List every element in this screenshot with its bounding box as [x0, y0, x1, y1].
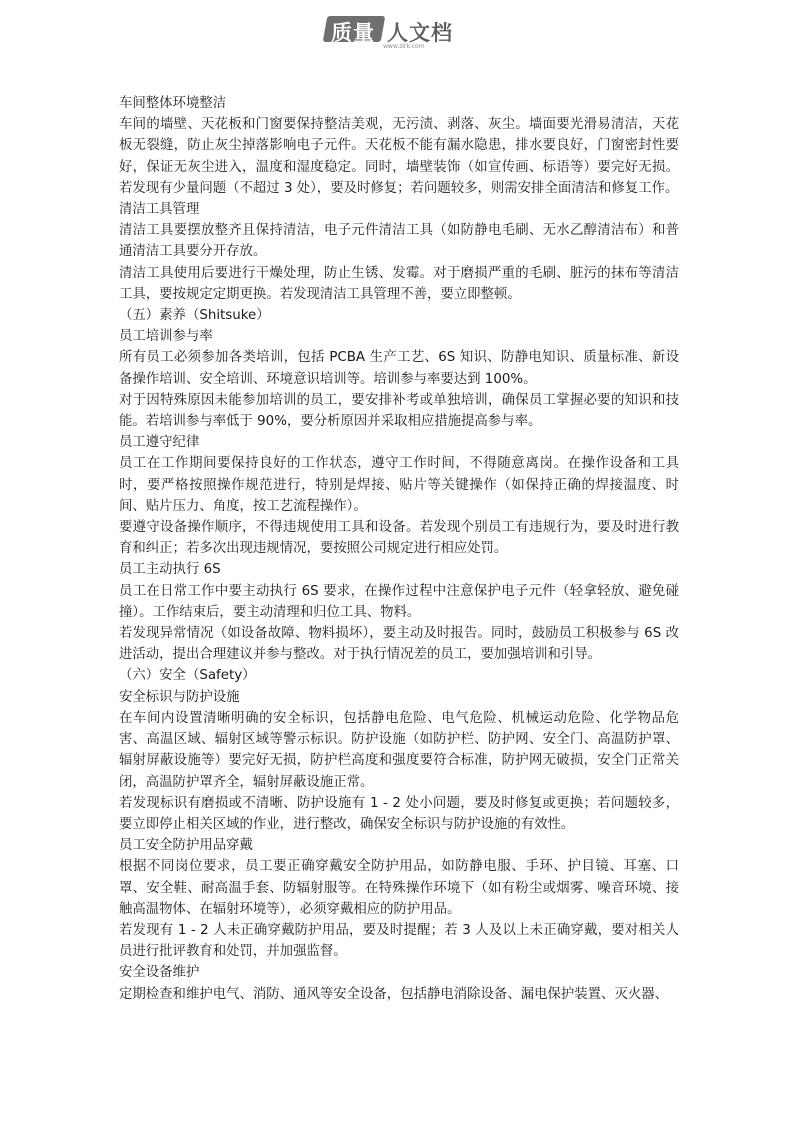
paragraph: 所有员工必须参加各类培训，包括 PCBA 生产工艺、6S 知识、防静电知识、质量标准、新设备操作培训、安全培训、环境意识培训等。培训参与率要达到 100%。 — [119, 350, 679, 387]
paragraph: 若发现标识有磨损或不清晰、防护设施有 1 - 2 处小问题，要及时修复或更换；若问题较多，要立即停止相关区域的作业，进行整改，确保安全标识与防护设施的有效性。 — [119, 795, 679, 832]
heading-safety-signs: 安全标识与防护设施 — [119, 689, 240, 705]
heading-cleaning-tools: 清洁工具管理 — [119, 202, 200, 218]
paragraph: 员工在工作期间要保持良好的工作状态，遵守工作时间，不得随意离岗。在操作设备和工具时，要严格按照操作规范进行，特别是焊接、贴片等关键操作（如保持正确的焊接温度、时间、贴片压力、角度，按工艺流程操作）。 — [119, 456, 679, 514]
watermark-brand-left: 质量 — [331, 21, 375, 45]
heading-protective-equipment: 员工安全防护用品穿戴 — [119, 838, 253, 854]
paragraph: 根据不同岗位要求，员工要正确穿戴安全防护用品，如防静电服、手环、护目镜、耳塞、口罩、安全鞋、耐高温手套、防辐射服等。在特殊操作环境下（如有粉尘或烟雾、噪音环境、接触高温物体、在辐射环境等），必须穿戴相应的防护用品。 — [119, 859, 679, 917]
heading-discipline: 员工遵守纪律 — [119, 435, 200, 451]
heading-safety-maintenance: 安全设备维护 — [119, 965, 200, 981]
paragraph: 定期检查和维护电气、消防、通风等安全设备，包括静电消除设备、漏电保护装置、灭火器、 — [119, 986, 669, 1002]
paragraph: 对于因特殊原因未能参加培训的员工，要安排补考或单独培训，确保员工掌握必要的知识和技能。若培训参与率低于 90%，要分析原因并采取相应措施提高参与率。 — [119, 392, 679, 430]
section-heading-safety: （六）安全（Safety） — [119, 668, 256, 684]
paragraph: 若发现有 1 - 2 人未正确穿戴防护用品，要及时提醒；若 3 人及以上未正确穿戴，要对相关人员进行批评教育和处罚，并加强监督。 — [119, 922, 679, 960]
paragraph: 要遵守设备操作顺序，不得违规使用工具和设备。若发现个别员工有违规行为，要及时进行教育和纠正；若多次出现违规情况，要按照公司规定进行相应处罚。 — [119, 520, 679, 557]
paragraph: 车间的墙壁、天花板和门窗要保持整洁美观，无污渍、剥落、灰尘。墙面要光滑易清洁，天花板无裂缝，防止灰尘掉落影响电子元件。天花板不能有漏水隐患，排水要良好，门窗密封性要好，保证无灰尘进入，温度和湿度稳定。同时，墙壁装饰（如宣传画、标语等）要完好无损。若发现有少量问题（不超过 3 处），要及时修复；若问题较多，则需安排全面清洁和修复工作。 — [119, 117, 679, 196]
document-body — [119, 93, 679, 1005]
watermark-brand-right: 人文档 — [387, 21, 453, 45]
paragraph: 在车间内设置清晰明确的安全标识，包括静电危险、电气危险、机械运动危险、化学物品危害、高温区域、辐射区域等警示标识。防护设施（如防护栏、防护网、安全门、高温防护罩、辐射屏蔽设施等）要完好无损，防护栏高度和强度要符合标准，防护网无破损，安全门正常关闭，高温防护罩齐全，辐射屏蔽设施正常。 — [119, 710, 679, 790]
paragraph: 清洁工具使用后要进行干燥处理，防止生锈、发霉。对于磨损严重的毛刷、脏污的抹布等清洁工具，要按规定定期更换。若发现清洁工具管理不善，要立即整顿。 — [119, 265, 679, 302]
paragraph: 清洁工具要摆放整齐且保持清洁，电子元件清洁工具（如防静电毛刷、无水乙醇清洁布）和普通清洁工具要分开存放。 — [119, 223, 679, 260]
heading-workshop-clean: 车间整体环境整洁 — [119, 96, 227, 111]
section-heading-shitsuke: （五）素养（Shitsuke） — [119, 308, 270, 324]
paragraph: 员工在日常工作中要主动执行 6S 要求，在操作过程中注意保护电子元件（轻拿轻放、避免碰撞）。工作结束后，要主动清理和归位工具、物料。 — [119, 583, 679, 620]
heading-training-rate: 员工培训参与率 — [119, 329, 213, 345]
watermark-url: www.zlrk.com — [383, 43, 425, 50]
heading-6s-execution: 员工主动执行 6S — [119, 562, 221, 578]
paragraph: 若发现异常情况（如设备故障、物料损坏），要主动及时报告。同时，鼓励员工积极参与 6S 改进活动，提出合理建议并参与整改。对于执行情况差的员工，要加强培训和引导。 — [119, 626, 679, 663]
watermark-logo — [325, 14, 465, 48]
